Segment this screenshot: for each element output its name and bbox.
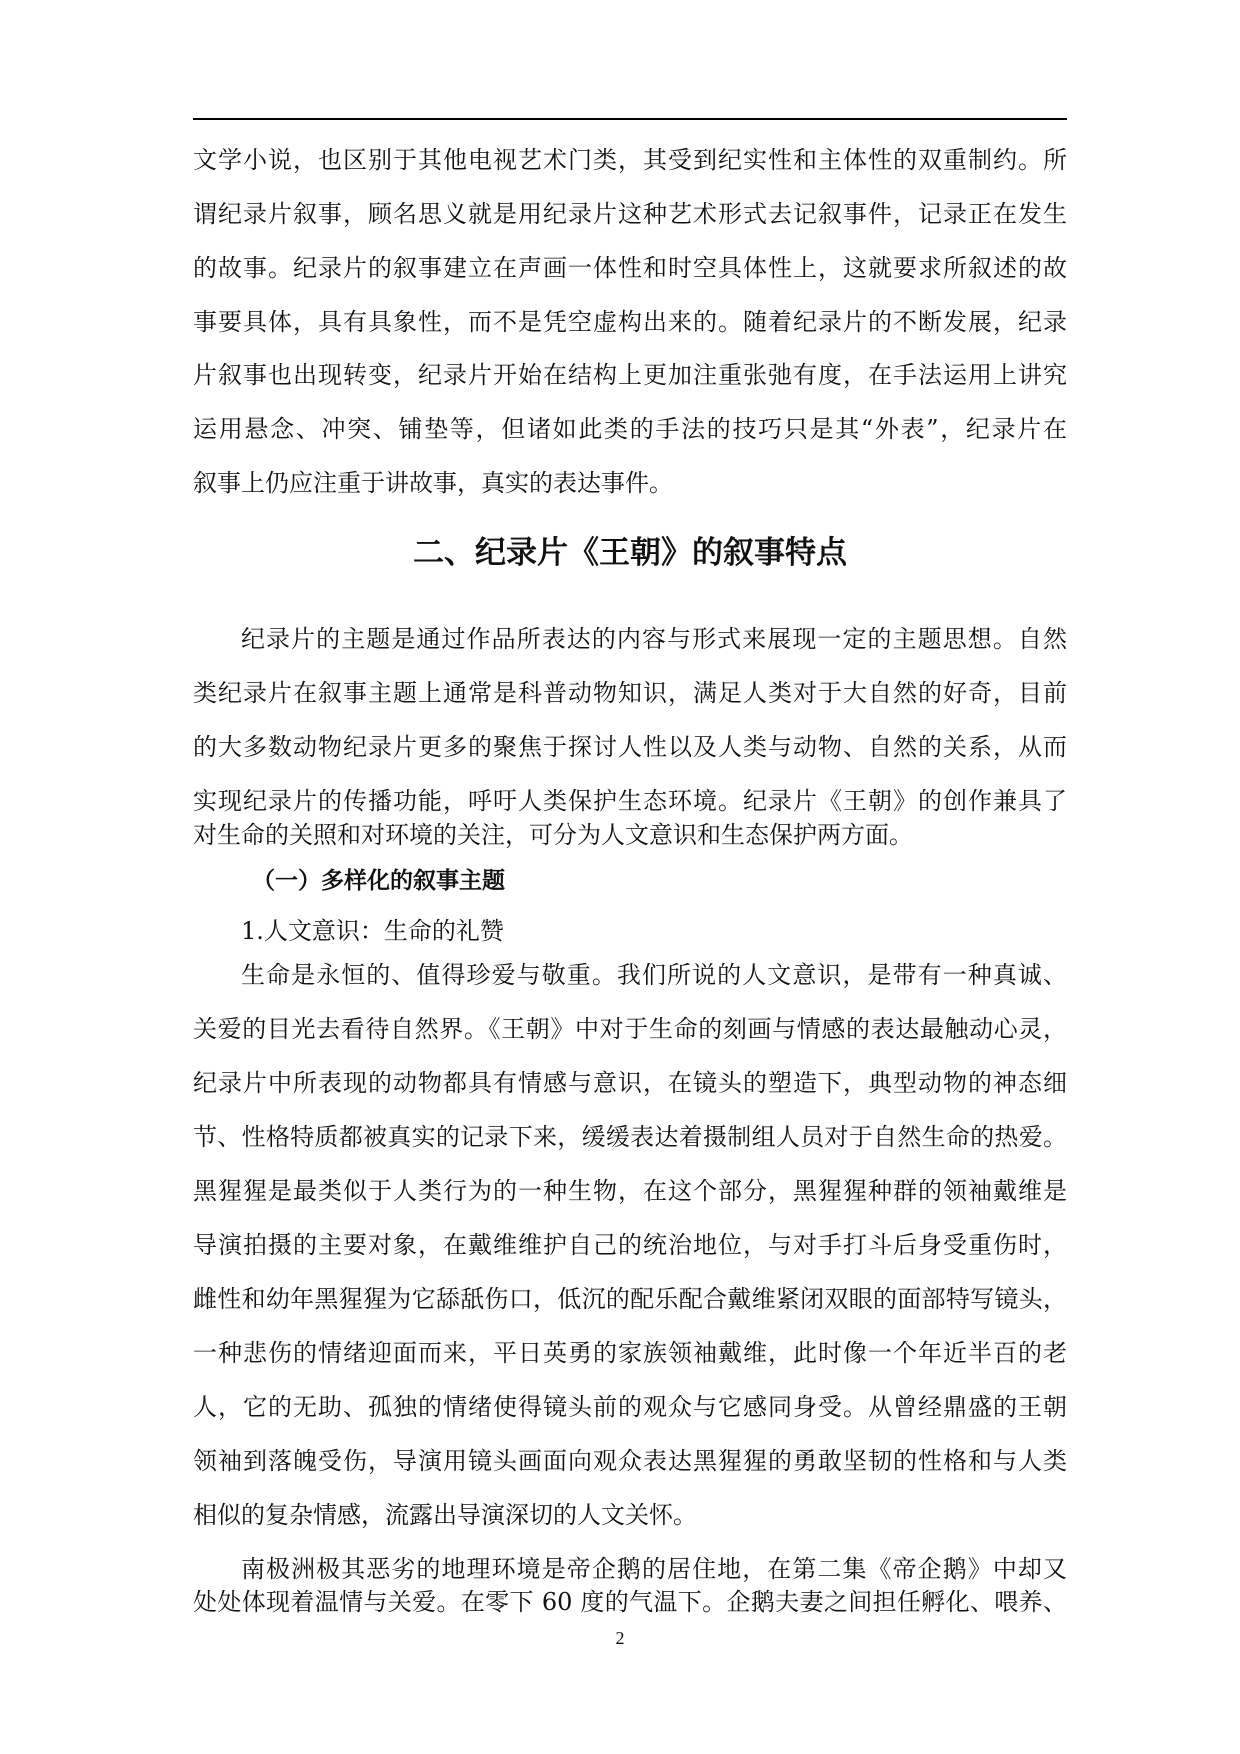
paragraph-line: 纪录片中所表现的动物都具有情感与意识，在镜头的塑造下，典型动物的神态细 bbox=[193, 1069, 1067, 1097]
paragraph-line: 导演拍摄的主要对象，在戴维维护自己的统治地位，与对手打斗后身受重伤时， bbox=[193, 1231, 1067, 1259]
paragraph-line: 谓纪录片叙事，顾名思义就是用纪录片这种艺术形式去记叙事件，记录正在发生 bbox=[193, 200, 1067, 228]
paragraph-line: 运用悬念、冲突、铺垫等，但诸如此类的手法的技巧只是其“外表”，纪录片在 bbox=[193, 415, 1067, 443]
header-rule bbox=[193, 118, 1067, 120]
paragraph-line: 生命是永恒的、值得珍爱与敬重。我们所说的人文意识，是带有一种真诚、 bbox=[241, 961, 1067, 989]
page-number: 2 bbox=[615, 1628, 625, 1648]
section-title: 二、纪录片《王朝》的叙事特点 bbox=[413, 535, 847, 571]
paragraph-line: 的大多数动物纪录片更多的聚焦于探讨人性以及人类与动物、自然的关系，从而 bbox=[193, 733, 1067, 761]
paragraph-line: 实现纪录片的传播功能，呼吁人类保护生态环境。纪录片《王朝》的创作兼具了 bbox=[193, 787, 1067, 815]
paragraph-line: 关爱的目光去看待自然界。《王朝》中对于生命的刻画与情感的表达最触动心灵， bbox=[193, 1015, 1067, 1043]
paragraph-line: 黑猩猩是最类似于人类行为的一种生物，在这个部分，黑猩猩种群的领袖戴维是 bbox=[193, 1177, 1067, 1205]
paragraph-line: 对生命的关照和对环境的关注，可分为人文意识和生态保护两方面。 bbox=[193, 821, 913, 849]
paragraph-line: 处处体现着温情与关爱。在零下 60 度的气温下。企鹅夫妻之间担任孵化、喂养、 bbox=[193, 1588, 1067, 1616]
paragraph-line: 相似的复杂情感，流露出导演深切的人文关怀。 bbox=[193, 1501, 697, 1529]
paragraph-line: 南极洲极其恶劣的地理环境是帝企鹅的居住地，在第二集《帝企鹅》中却又 bbox=[241, 1555, 1067, 1583]
paragraph-line: 类纪录片在叙事主题上通常是科普动物知识，满足人类对于大自然的好奇，目前 bbox=[193, 679, 1067, 707]
paragraph-line: 叙事上仍应注重于讲故事，真实的表达事件。 bbox=[193, 469, 673, 497]
paragraph-line: 纪录片的主题是通过作品所表达的内容与形式来展现一定的主题思想。自然 bbox=[241, 625, 1067, 653]
paragraph-line: 人，它的无助、孤独的情绪使得镜头前的观众与它感同身受。从曾经鼎盛的王朝 bbox=[193, 1393, 1067, 1421]
paragraph-line: 文学小说，也区别于其他电视艺术门类，其受到纪实性和主体性的双重制约。所 bbox=[193, 146, 1067, 174]
paragraph-line: 领袖到落魄受伤，导演用镜头画面向观众表达黑猩猩的勇敢坚韧的性格和与人类 bbox=[193, 1447, 1067, 1475]
paragraph-line: 节、性格特质都被真实的记录下来，缓缓表达着摄制组人员对于自然生命的热爱。 bbox=[193, 1123, 1067, 1151]
item-title: 1.人文意识：生命的礼赞 bbox=[241, 917, 504, 945]
paragraph-line: 事要具体，具有具象性，而不是凭空虚构出来的。随着纪录片的不断发展，纪录 bbox=[193, 308, 1067, 336]
paragraph-line: 片叙事也出现转变，纪录片开始在结构上更加注重张弛有度，在手法运用上讲究 bbox=[193, 361, 1067, 389]
paragraph-line: 一种悲伤的情绪迎面而来，平日英勇的家族领袖戴维，此时像一个年近半百的老 bbox=[193, 1339, 1067, 1367]
subsection-title: （一）多样化的叙事主题 bbox=[252, 868, 505, 894]
paragraph-line: 雌性和幼年黑猩猩为它舔舐伤口，低沉的配乐配合戴维紧闭双眼的面部特写镜头， bbox=[193, 1285, 1067, 1313]
paragraph-line: 的故事。纪录片的叙事建立在声画一体性和时空具体性上，这就要求所叙述的故 bbox=[193, 254, 1067, 282]
